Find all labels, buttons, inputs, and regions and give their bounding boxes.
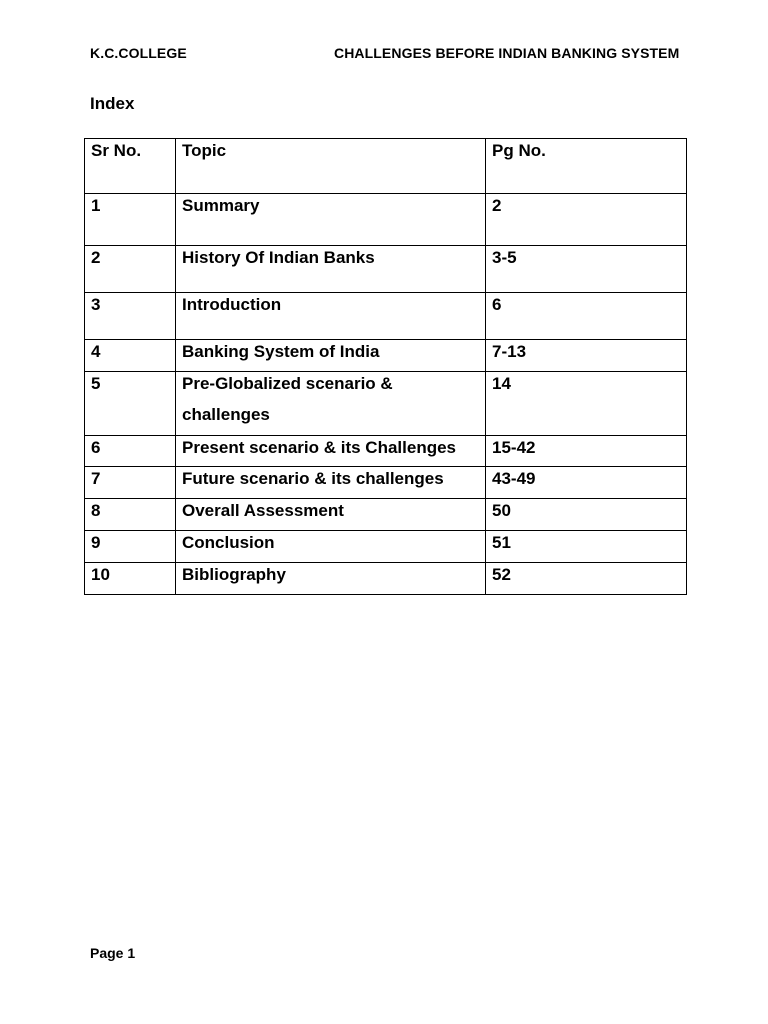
page-number-cell: 3-5 [486, 246, 687, 293]
page-number-cell: 52 [486, 563, 687, 595]
topic-cell: Future scenario & its challenges [176, 467, 486, 499]
table-row [85, 563, 687, 595]
topic-text: Pre-Globalized scenario & challenges [182, 374, 393, 424]
sr-no-cell: 7 [85, 467, 176, 499]
sr-no-cell: 10 [85, 563, 176, 595]
topic-cell: Conclusion [176, 531, 486, 563]
topic-cell [176, 372, 486, 436]
sr-no-cell: 5 [85, 372, 176, 436]
page-number-footer: Page 1 [90, 945, 136, 961]
topic-cell: Introduction [176, 293, 486, 340]
header-college-name: K.C.COLLEGE [90, 45, 187, 61]
table-row [85, 246, 687, 293]
topic-cell: Present scenario & its Challenges [176, 436, 486, 467]
header-document-title: CHALLENGES BEFORE INDIAN BANKING SYSTEM [334, 45, 680, 61]
topic-cell: Banking System of India [176, 340, 486, 372]
table-row [85, 467, 687, 499]
sr-no-cell: 2 [85, 246, 176, 293]
topic-cell: History Of Indian Banks [176, 246, 486, 293]
index-table [84, 138, 687, 595]
page-number-cell: 50 [486, 499, 687, 531]
table-row [85, 194, 687, 246]
table-header-row [85, 139, 687, 194]
sr-no-cell: 8 [85, 499, 176, 531]
page-number-cell: 6 [486, 293, 687, 340]
column-header-pg-no: Pg No. [486, 139, 687, 194]
page-number-cell: 7-13 [486, 340, 687, 372]
page-number-cell: 14 [486, 372, 687, 436]
sr-no-cell: 1 [85, 194, 176, 246]
table-row [85, 372, 687, 436]
page-number-cell: 51 [486, 531, 687, 563]
column-header-sr-no: Sr No. [85, 139, 176, 194]
sr-no-cell: 9 [85, 531, 176, 563]
column-header-topic: Topic [176, 139, 486, 194]
topic-cell: Overall Assessment [176, 499, 486, 531]
page-number-cell: 43-49 [486, 467, 687, 499]
table-row [85, 499, 687, 531]
sr-no-cell: 4 [85, 340, 176, 372]
page-number-cell: 2 [486, 194, 687, 246]
sr-no-cell: 6 [85, 436, 176, 467]
table-row [85, 436, 687, 467]
table-row [85, 293, 687, 340]
table-row [85, 531, 687, 563]
sr-no-cell: 3 [85, 293, 176, 340]
table-row [85, 340, 687, 372]
page-number-cell: 15-42 [486, 436, 687, 467]
index-heading: Index [90, 94, 135, 113]
topic-cell: Bibliography [176, 563, 486, 595]
topic-cell: Summary [176, 194, 486, 246]
